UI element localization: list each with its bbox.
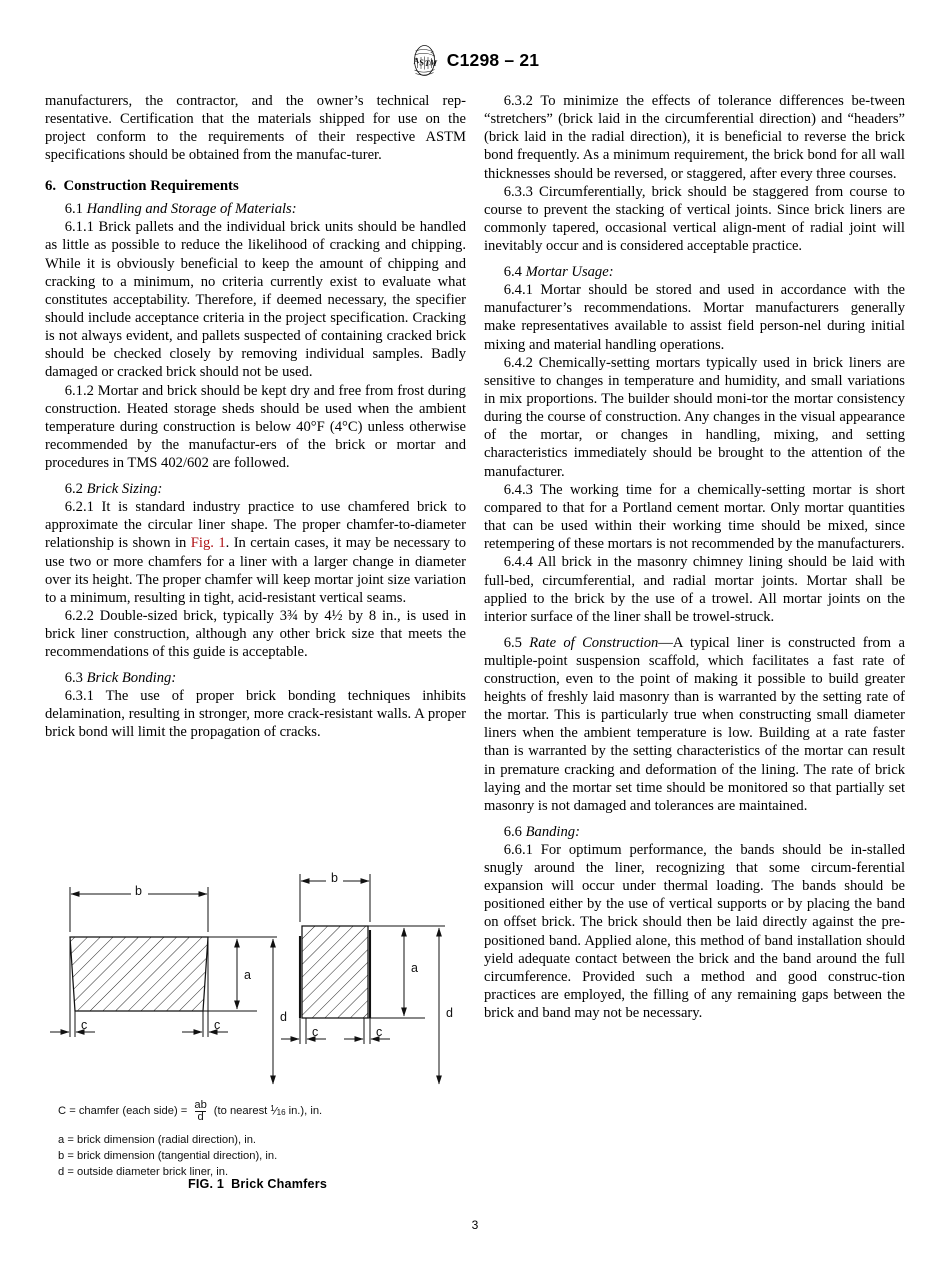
figure-caption-label: FIG. 1	[187, 1177, 225, 1191]
figure-reference-link[interactable]: Fig. 1	[190, 535, 226, 552]
subsection-title: Banding:	[525, 823, 580, 840]
paragraph-number: 6.6.1	[503, 841, 533, 858]
subsection-title: Handling and Storage of Materials:	[86, 201, 297, 218]
paragraph-6-3-3	[484, 183, 905, 256]
paragraph-number: 6.3.3	[503, 183, 533, 200]
formula-tail-before: (to nearest	[213, 1104, 268, 1117]
paragraph-text: Mortar and brick should be kept dry and free from frost during construction. Heated storage sheds should be used when the ambient temperature during construction is below 40°F (4°C) unless otherwise recommended by the manufactur-ers of the brick or mortar and procedures in TMS 402/602 are followed.	[45, 382, 466, 472]
formula-fraction-ab-over-d	[192, 1100, 208, 1124]
paragraph-text: To minimize the effects of tolerance differences be-tween “stretchers” (brick laid in the circumferential direction) and “headers” (brick laid in the radial direction), it is beneficial to reverse the brick bond frequently. As a minimum requirement, the brick bond for all wall thicknesses should be reversed, or staggered, after every three courses.	[484, 93, 905, 182]
paragraph-number: 6.3.2	[503, 93, 533, 109]
dim-label-a-right: a	[411, 961, 418, 975]
paragraph-number: 6.3.1	[64, 688, 94, 705]
paragraph-6-4-2	[484, 354, 905, 481]
paragraph-number: 6.2.1	[64, 499, 94, 516]
paragraph-text: Circumferentially, brick should be staggered from course to course to prevent the stacking of vertical joints. Since brick liners are commonly tapered, occasional vertical align-ment of radial joint will inevitably occur and is considered acceptable practice.	[484, 183, 905, 255]
section-title: Construction Requirements	[63, 177, 239, 194]
paragraph-6-1-2	[45, 382, 466, 473]
dim-label-c-right-1: c	[312, 1025, 319, 1039]
paragraph-text: The working time for a chemically-setting mortar is short compared to that for a Portland cement mortar. Only mortar quantities that can be used within their working time should be mixed, since retempering of these mortars is not recommended by the manufacturers.	[484, 481, 905, 553]
paragraph-number: 6.2.2	[64, 607, 94, 624]
subsection-title: Brick Bonding:	[86, 669, 177, 686]
paragraph-6-6-1	[484, 841, 905, 1023]
subsection-number: 6.5	[503, 634, 522, 651]
paragraph-6-3-1	[45, 687, 466, 741]
paragraph-text-cont: . In certain cases, it may be necessary to use two or more chamfers for a liner with a larger change in diameter over its height. The proper chamfer will keep mortar joint size variation to a minimum, resulting in tight, acid-resistant vertical seams.	[45, 535, 467, 606]
standard-designation: C1298 – 21	[446, 50, 540, 70]
legend-item-a: a = brick dimension (radial direction), in.	[58, 1133, 257, 1146]
paragraph-text: For optimum performance, the bands should be in-stalled snugly around the liner, recognizing that some circum-ferential expansion will occur under thermal loading. The bands should be positioned either by the use of vertical supports or by placing the band on offset brick. The brick should then be laid directly against the pre-positioned band. Applied alone, this method of band installation should yield adequate contact between the brick and the band around the full circumference. Provided such a method and good construc-tion practices are employed, the filling of any remaining gaps between the brick and band may not be necessary.	[484, 841, 905, 1022]
subsection-number: 6.6	[503, 823, 522, 840]
paragraph-6-4-1	[484, 281, 905, 354]
subsection-title: Rate of Construction	[529, 634, 659, 651]
brick-chamfer-drawing	[45, 852, 470, 1097]
paragraph-text: Brick pallets and the individual brick units should be handled as little as possible to reduce the likelihood of cracking and chipping. While it is obviously beneficial to keep the amount of chipping and cracking to a minimum, no criteria currently exist to evaluate what constitutes acceptability. Therefore, if deemed necessary, the specifier should include acceptance criteria in the project specification. Cracking is not always evident, and pallets suspected of containing cracked brick should be checked closely by removing individual samples. Badly damaged or cracked brick should not be used.	[45, 219, 466, 381]
svg-text:S: S	[418, 57, 425, 68]
paragraph-6-4-3	[484, 481, 905, 554]
subsection-number: 6.2	[64, 480, 83, 497]
paragraph-number: 6.1.2	[64, 382, 94, 399]
paragraph-text: Mortar should be stored and used in accordance with the manufacturer’s recommendations. Mortar manufacturers generally make representatives available to assist field person-nel during initial mixing and material handling operations.	[484, 282, 905, 353]
right-text-column	[484, 92, 905, 1022]
dim-label-d-left: d	[280, 1010, 287, 1024]
legend-item-d: d = outside diameter brick liner, in.	[58, 1165, 229, 1178]
formula-lead: C = chamfer (each side) =	[58, 1104, 188, 1117]
subsection-title: Brick Sizing:	[86, 480, 163, 497]
paragraph-text: Double-sized brick, typically 3¾ by 4½ by 8 in., is used in brick liner construction, although any other brick size that meets the recommendations of this guide is acceptable.	[45, 607, 467, 661]
subsection-6-6-heading	[484, 823, 905, 841]
legend-item-b: b = brick dimension (tangential direction), in.	[58, 1149, 278, 1162]
subsection-number: 6.4	[503, 263, 522, 280]
page-header	[0, 44, 950, 77]
paragraph-number: 6.1.1	[64, 219, 94, 236]
subsection-6-3-heading	[45, 669, 466, 687]
paragraph-number: 6.4.2	[503, 354, 533, 371]
paragraph-text: —A typical liner is constructed from a multiple-point suspension scaffold, which facilitates a fast rate of construction, even to the point of making it possible to build greater heights of freshly laid masonry than is warranted by the setting rate of the mortar. This is particularly true when constructing small diameter liners when the ambient temperature is low. Building at a rate faster than is warranted by the setting characteristics of the mortar can result in premature cracking and deformation of the lining. The rate of brick laying and the mortar set time should be monitored so that partially set masonry is not damaged and tolerances are maintained.	[484, 634, 905, 814]
page-number: 3	[471, 1218, 479, 1232]
subsection-title: Mortar Usage:	[525, 263, 614, 280]
subsection-6-2-heading	[45, 480, 466, 498]
svg-text:A: A	[412, 54, 420, 66]
dim-label-c-left-2: c	[214, 1018, 221, 1032]
paragraph-6-5	[484, 634, 905, 816]
paragraph-number: 6.4.4	[503, 554, 533, 571]
paragraph-number: 6.4.3	[503, 481, 533, 498]
paragraph-text: Chemically-setting mortars typically used in brick liners are sensitive to changes in temperature and humidity, and small variations in mix proportions. The builder should moni-tor the mortar consistency during the course of construction. Any changes in the visual appearance of the mortar, or changes in handling, mixing, and setting characteristics immediately should be brought to the attention of the manufacturer.	[484, 354, 905, 480]
paragraph-text: The use of proper brick bonding techniques inhibits delamination, resulting in stronger, more crack-resistant walls. A proper brick bond will limit the propagation of cracks.	[45, 688, 466, 741]
sixteenth-denominator: 16	[276, 1108, 286, 1118]
dim-label-c-right-2: c	[376, 1025, 383, 1039]
left-text-column	[45, 92, 466, 742]
paragraph-6-3-2	[484, 92, 905, 183]
dim-label-d-right: d	[446, 1006, 453, 1020]
paragraph-number: 6.4.1	[503, 282, 533, 299]
paragraph-6-1-1	[45, 218, 466, 381]
dim-label-c-left-1: c	[81, 1018, 88, 1032]
subsection-6-1-heading	[45, 200, 466, 218]
paragraph-text: All brick in the masonry chimney lining should be laid with full-bed, circumferential, and radial mortar joints. Mortar shall be applied to the brick by the use of a trowel. All mortar joints on the interior surface of the liner shall be trowel-struck.	[484, 554, 906, 625]
sixteenth-numerator: 1	[270, 1104, 275, 1114]
svg-text:T: T	[424, 58, 430, 68]
paragraph-continued: manufacturers, the contractor, and the owner’s technical rep-resentative. Certification that the materials shipped for use on the project conform to the requirements of their respective ASTM specifications should be obtained from the manufac-turer.	[45, 93, 466, 164]
formula-tail-after: in.), in.	[288, 1104, 323, 1117]
section-heading-6	[45, 177, 466, 195]
figure-caption	[45, 1177, 470, 1191]
svg-text:M: M	[428, 57, 438, 69]
section-number: 6.	[45, 177, 57, 194]
paragraph-6-4-4	[484, 553, 905, 626]
chamfer-formula	[58, 1100, 468, 1124]
subsection-6-4-heading	[484, 263, 905, 281]
formula-denominator: d	[197, 1111, 204, 1124]
figure-caption-title: Brick Chamfers	[231, 1177, 328, 1191]
paragraph-6-2-2	[45, 607, 466, 661]
figure-1-brick-chamfers	[45, 852, 470, 1200]
figure-notes	[58, 1100, 468, 1181]
subsection-number: 6.3	[64, 669, 83, 686]
paragraph-text: It is standard industry practice to use chamfered brick to approximate the circular liner shape. The proper chamfer-to-diameter relationship is shown in	[45, 499, 466, 552]
dim-label-b-left: b	[135, 884, 142, 898]
dim-label-a-left: a	[244, 968, 251, 982]
astm-logo-icon	[411, 44, 438, 77]
formula-numerator: ab	[194, 1099, 207, 1111]
paragraph-6-2-1	[45, 498, 466, 607]
dim-label-b-right: b	[331, 871, 338, 885]
subsection-number: 6.1	[64, 201, 83, 218]
formula-sixteenth-fraction: $^1⁄_{16}$	[270, 1104, 286, 1118]
